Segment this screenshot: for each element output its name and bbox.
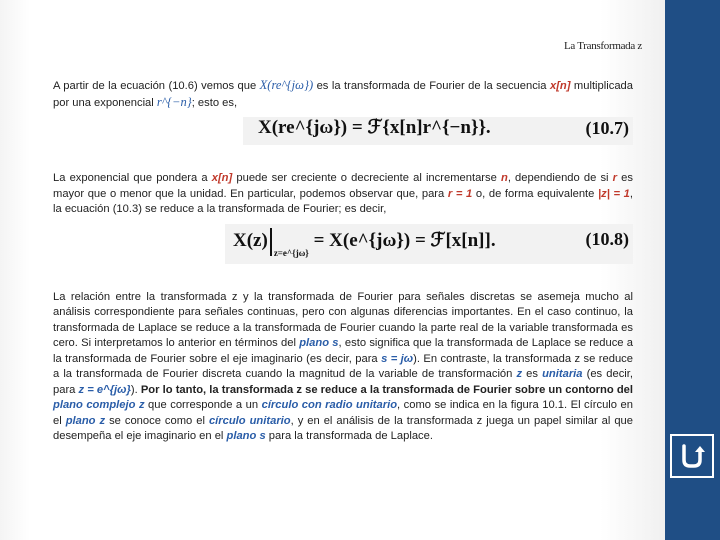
text-span: que corresponde a un — [144, 399, 262, 411]
paragraph-relation — [53, 290, 633, 445]
highlight-term: r = 1 — [447, 187, 473, 200]
bold-statement: Por lo tanto, la transformada z se reduce a la transformada de Fourier sobre un contorno del — [140, 383, 633, 396]
spacer — [53, 278, 633, 290]
text-span: La exponencial que pondera a — [53, 172, 212, 184]
highlight-term: z = e^{jω} — [78, 383, 131, 396]
equation-rhs: = X(e^{jω}) = ℱ[x[n]]. — [313, 229, 496, 251]
highlight-term: plano s — [226, 430, 266, 442]
equation-number: (10.8) — [585, 228, 629, 249]
text-span: para la transformada de Laplace. — [265, 430, 433, 442]
equation-expression: X(re^{jω}) = ℱ{x[n]r^{−n}}. — [258, 117, 491, 138]
highlight-term: z — [516, 368, 523, 380]
highlight-term: unitaria — [542, 368, 583, 380]
math-inline: X(re^{jω}) — [259, 78, 314, 92]
text-span: , como se indica en la figura 10.1. El círculo en el — [53, 399, 633, 427]
text-span: se conoce como el — [105, 414, 209, 427]
highlight-term: círculo unitario — [208, 414, 291, 427]
highlight-term: plano z — [65, 414, 106, 427]
equation-number: (10.7) — [585, 118, 629, 138]
highlight-term: n — [500, 172, 508, 184]
equation-subscript: z=e^{jω} — [273, 247, 309, 258]
evaluation-bar — [270, 228, 272, 256]
equation-lhs: X(z) — [233, 229, 268, 251]
highlight-term: x[n] — [211, 172, 233, 184]
text-span: ). En contraste, la transformada z se reduce a la transformada de Fourier discreta cuando la magnitud de la variable de transformación — [53, 352, 633, 380]
highlight-term: círculo con radio unitario — [261, 399, 398, 411]
text-span: ). — [130, 383, 141, 396]
highlight-term: plano s — [299, 337, 339, 349]
highlight-term: |z| = 1 — [598, 187, 630, 200]
highlight-term: s = jω — [381, 352, 414, 365]
equation-10-7 — [53, 117, 633, 147]
text-span: multiplicada por una exponencial — [53, 80, 633, 109]
highlight-term: plano complejo z — [53, 399, 145, 411]
text-span: , la ecuación (10.3) se reduce a la transformada de Fourier; es decir, — [53, 187, 633, 215]
slide-title: La Transformada z — [564, 40, 642, 52]
text-span: La relación entre la transformada z y la transformada de Fourier para señales discretas se asemeja mucho al análisis correspondiente para señales continuas, pero con algunas diferencias importantes. En el caso continuo, la transformada de Laplace se reduce a la transformada de Fourier cuando la parte real de la variable transformada es cero. Si interpretamos lo anterior en términos del — [53, 290, 633, 349]
text-span: ; esto es, — [191, 96, 238, 109]
text-span: es mayor que o menor que la unidad. En particular, podemos observar que, para — [53, 172, 633, 200]
spacer — [53, 153, 633, 171]
paragraph-exponential — [53, 171, 633, 218]
equation-expression — [233, 228, 496, 256]
math-inline: r^{−n} — [156, 94, 192, 109]
highlight-term: x[n] — [549, 80, 571, 92]
text-span: o, de forma equivalente — [472, 187, 599, 200]
return-nav-button[interactable] — [670, 434, 714, 478]
text-span: es la transformada de Fourier de la secuencia — [313, 80, 550, 92]
highlight-term: r — [612, 172, 618, 184]
text-span: es — [522, 368, 543, 380]
text-span: (es decir, para — [53, 368, 633, 396]
text-span: A partir de la ecuación (10.6) vemos que — [53, 80, 260, 92]
text-span: , y en el análisis de la transformada z juega un papel similar al que desempeña el eje imaginario en el — [53, 414, 633, 442]
text-span: puede ser creciente o decreciente al incrementarse — [232, 172, 501, 184]
paragraph-intro — [53, 78, 633, 111]
text-span: , esto significa que la transformada de Laplace se reduce a la transformada de Fourier sobre el eje imaginario (es decir, para — [53, 337, 633, 365]
slide-content — [53, 78, 633, 445]
u-turn-arrow-icon — [676, 440, 708, 472]
equation-10-8 — [53, 224, 633, 268]
text-span: , dependiendo de si — [507, 172, 613, 184]
